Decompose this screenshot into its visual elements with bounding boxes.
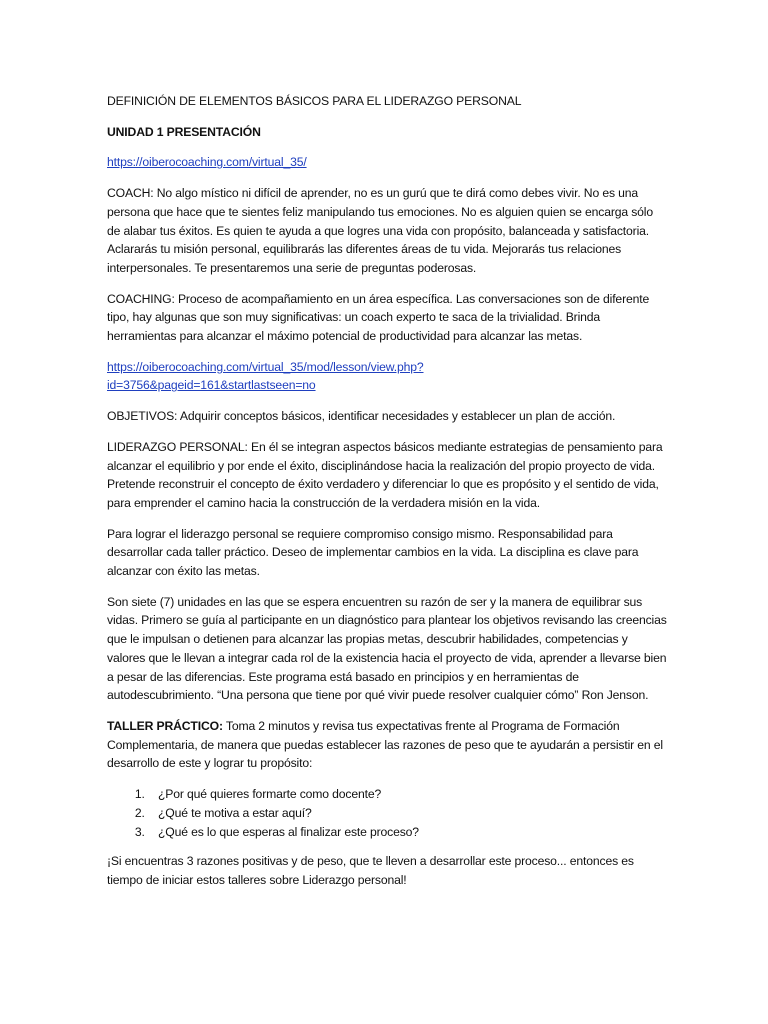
taller-paragraph [107,717,667,773]
link-block-1 [107,153,667,172]
coaching-paragraph [107,290,667,346]
taller-text: Toma 2 minutos y revisa tus expectativas frente al Programa de Formación Complementaria, de manera que puedas establecer las razones de peso que te ayudarán a persistir en el desarrollo de este y lograr tu propósito: [107,718,663,771]
lesson-link-line-1: https://oiberocoaching.com/virtual_35/mod/lesson/view.php? [107,359,424,374]
liderazgo-text: En él se integran aspectos básicos mediante estrategias de pensamiento para alcanzar el equilibrio y por ende el éxito, disciplinándose hacia la realización del propio proyecto de vida. Pretende reconstruir el concepto de éxito verdadero y diferenciar lo que es propósito y el sentido de vida, para emprender el camino hacia la construcción de la verdadera misión en la vida. [107,439,663,510]
coaching-text: Proceso de acompañamiento en un área específica. Las conversaciones son de diferente tipo, hay algunas que son muy significativas: un coach experto te saca de la trivialidad. Brinda herramientas para alcanzar el máximo potencial de productividad para alcanzar las metas. [107,291,650,344]
coach-paragraph [107,184,667,278]
lesson-link[interactable] [107,358,667,395]
liderazgo-label: LIDERAZGO PERSONAL: [107,439,248,454]
liderazgo-paragraph [107,438,667,513]
closing-paragraph: ¡Si encuentras 3 razones positivas y de peso, que te lleven a desarrollar este proceso... entonces es tiempo de iniciar estos talleres sobre Liderazgo personal! [107,854,634,887]
list-item: 1. ¿Por qué quieres formarte como docente? [148,785,667,804]
link-block-2 [107,358,667,395]
taller-label: TALLER PRÁCTICO: [107,718,223,733]
coaching-label: COACHING: [107,291,175,306]
document-page [107,92,667,902]
objetivos-text: Adquirir conceptos básicos, identificar necesidades y establecer un plan de acción. [177,409,616,424]
objetivos-paragraph [107,407,667,426]
coach-label: COACH: [107,186,154,201]
son-siete-paragraph: Son siete (7) unidades en las que se espera encuentren su razón de ser y la manera de equilibrar sus vidas. Primero se guía al participante en un diagnóstico para plantear los objetivos revisando las creencias que le impulsan o detienen para alcanzar las propias metas, descubrir habilidades, competencias y valores que le llevan a integrar cada rol de la existencia hacia el proyecto de vida, aprender a llevarse bien a pesar de las diferencias. Este programa está basado en principios y en herramientas de autodescubrimiento. “Una persona que tiene por qué vivir puede resolver cualquier cómo” Ron Jenson. [107,594,667,703]
list-item: 2. ¿Qué te motiva a estar aquí? [148,804,667,823]
virtual-course-link[interactable]: https://oiberocoaching.com/virtual_35/ [107,155,307,170]
questions-list [107,785,667,841]
lesson-link-line-2: id=3756&pageid=161&startlastseen=no [107,378,316,393]
coach-text: No algo místico ni difícil de aprender, no es un gurú que te dirá como debes vivir. No es una persona que hace que te sientes feliz manipulando tus emociones. No es alguien quien se encarga sólo de alabar tus éxitos. Es quien te ayuda a que logres una vida con propósito, balanceada y satisfactoria. Aclararás tu misión personal, equilibrarás las diferentes áreas de tu vida. Mejorarás tus relaciones interpersonales. Te presentaremos una serie de preguntas poderosas. [107,186,653,275]
unit-title: UNIDAD 1 PRESENTACIÓN [107,124,261,139]
objetivos-label: OBJETIVOS: [107,409,178,424]
list-item: 3. ¿Qué es lo que esperas al finalizar este proceso? [148,823,667,842]
document-heading: DEFINICIÓN DE ELEMENTOS BÁSICOS PARA EL LIDERAZGO PERSONAL [107,94,522,108]
para-lograr-paragraph: Para lograr el liderazgo personal se requiere compromiso consigo mismo. Responsabilidad para desarrollar cada taller práctico. Deseo de implementar cambios en la vida. La disciplina es clave para alcanzar con éxito las metas. [107,526,639,579]
